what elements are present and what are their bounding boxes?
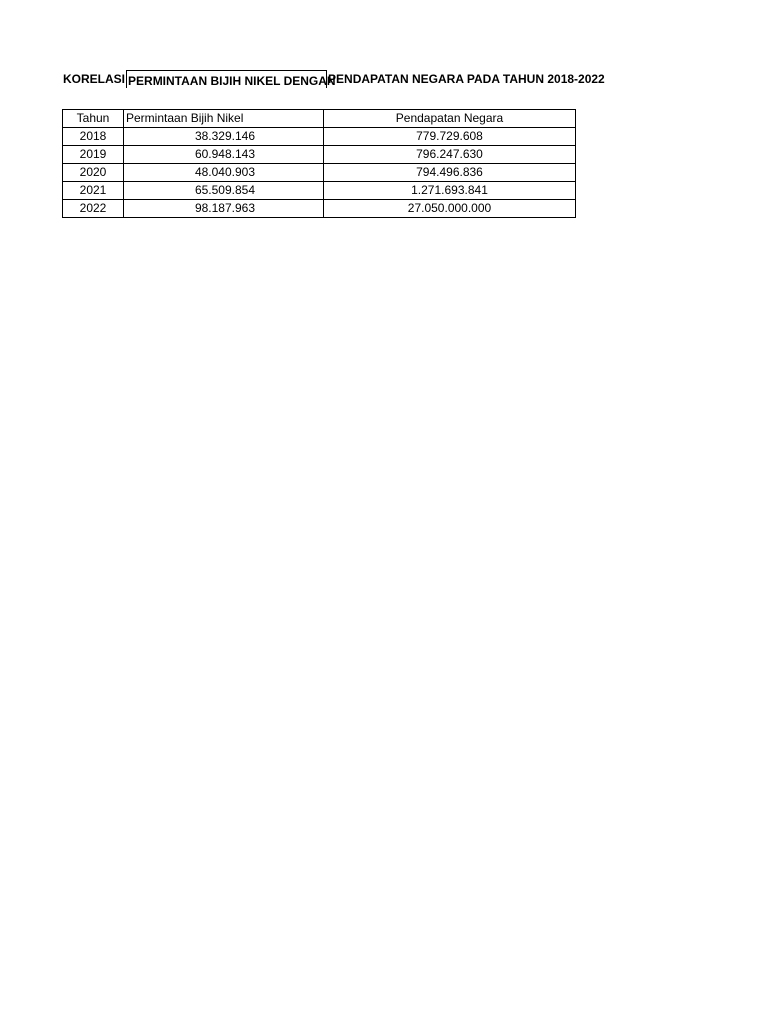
cell-nikel[interactable]: 60.948.143 bbox=[124, 146, 324, 164]
table-row bbox=[63, 182, 576, 200]
table-header-row bbox=[63, 110, 576, 128]
data-table bbox=[62, 109, 576, 218]
cell-tahun[interactable]: 2019 bbox=[63, 146, 124, 164]
cell-pendapatan[interactable]: 27.050.000.000 bbox=[324, 200, 576, 218]
table-row bbox=[63, 128, 576, 146]
cell-tahun[interactable]: 2021 bbox=[63, 182, 124, 200]
cell-pendapatan[interactable]: 1.271.693.841 bbox=[324, 182, 576, 200]
table-row bbox=[63, 200, 576, 218]
header-tahun[interactable]: Tahun bbox=[63, 110, 124, 128]
cell-pendapatan[interactable]: 779.729.608 bbox=[324, 128, 576, 146]
cell-nikel[interactable]: 48.040.903 bbox=[124, 164, 324, 182]
cell-tahun[interactable]: 2022 bbox=[63, 200, 124, 218]
title-part-selected-cell[interactable]: PERMINTAAN BIJIH NIKEL DENGAN bbox=[126, 70, 327, 88]
cell-tahun[interactable]: 2020 bbox=[63, 164, 124, 182]
cell-nikel[interactable]: 65.509.854 bbox=[124, 182, 324, 200]
cell-pendapatan[interactable]: 796.247.630 bbox=[324, 146, 576, 164]
title-part-korelasi: KORELASI bbox=[63, 72, 126, 86]
table-row bbox=[63, 146, 576, 164]
cell-nikel[interactable]: 98.187.963 bbox=[124, 200, 324, 218]
cell-pendapatan[interactable]: 794.496.836 bbox=[324, 164, 576, 182]
table-row bbox=[63, 164, 576, 182]
sheet-title bbox=[62, 69, 606, 89]
cell-nikel[interactable]: 38.329.146 bbox=[124, 128, 324, 146]
cell-tahun[interactable]: 2018 bbox=[63, 128, 124, 146]
title-part-pendapatan: PENDAPATAN NEGARA PADA TAHUN 2018-2022 bbox=[328, 72, 605, 86]
header-permintaan-bijih-nikel[interactable]: Permintaan Bijih Nikel bbox=[124, 110, 324, 128]
header-pendapatan-negara[interactable]: Pendapatan Negara bbox=[324, 110, 576, 128]
